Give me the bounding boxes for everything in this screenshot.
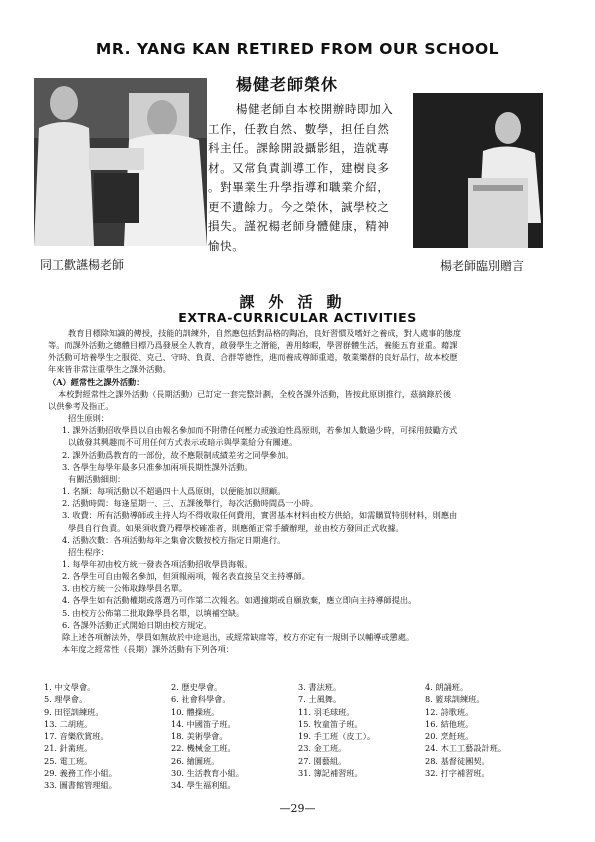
- body-line: （A）經常性之課外活動：: [48, 376, 145, 387]
- club-row: [44, 756, 574, 768]
- club-item: 25. 電工班。: [44, 755, 93, 766]
- body-line: 招生程序：: [68, 546, 109, 557]
- club-list: [44, 682, 574, 793]
- club-item: 31. 簿記補習班。: [298, 768, 363, 779]
- photo-caption-left: 同工歡讌楊老師: [40, 258, 125, 272]
- club-item: 14. 中國笛子班。: [171, 718, 236, 729]
- club-item: 10. 體操班。: [171, 706, 220, 717]
- club-row: [44, 768, 574, 780]
- body-line: 有關活動細則：: [68, 473, 126, 484]
- body-line: 1. 每學年初由校方統一發表各項活動招收學員海報。: [62, 558, 253, 569]
- body-line: 除上述各項辦法外，學員如無故於中途退出，或經常缺席等，校方亦定有一規則予以輔導或懲處。: [62, 631, 415, 642]
- club-row: [44, 743, 574, 755]
- body-line: 2. 活動時間：每逢星期一、三、五課後舉行，每次活動時間爲一小時。: [62, 498, 319, 509]
- body-line: 4. 各學生如有活動權期或落選乃可作第二次報名。如遇撞期或自願放棄，應立即向主持導師提出。: [62, 595, 417, 606]
- body-line: 6. 各課外活動正式開始日期由校方規定。: [62, 619, 212, 630]
- club-item: 21. 針黹班。: [44, 743, 93, 754]
- body-line: 等。而課外活動之總體目標乃爲發展全人教育，啟發學生之潛能，善用餘暇，學習群體生活，養能五育並重。藉課: [48, 340, 458, 351]
- club-item: 26. 繪圖班。: [171, 755, 220, 766]
- club-item: 15. 牧童笛子班。: [298, 718, 363, 729]
- retirement-dinner-photo: [34, 78, 207, 246]
- club-item: 16. 結他班。: [425, 718, 474, 729]
- retirement-line: [208, 100, 403, 120]
- club-item: 22. 機械金工班。: [171, 743, 236, 754]
- club-item: 18. 美術學會。: [171, 731, 228, 742]
- club-item: 4. 朗誦班。: [425, 682, 469, 692]
- retirement-paragraph: [208, 100, 403, 256]
- photo-caption-right: 楊老師臨別贈言: [440, 259, 525, 273]
- retirement-line: 材。又常負責訓導工作，建樹良多: [208, 160, 390, 175]
- body-line: 2. 各學生可自由報名參加，但須報兩項，報名表直接呈交主持導師。: [62, 571, 310, 582]
- body-line: 本年度之經常性（長期）課外活動有下列各項：: [62, 644, 234, 655]
- club-item: 23. 金工班。: [298, 743, 347, 754]
- club-item: 32. 打字補習班。: [425, 768, 490, 779]
- club-item: 34. 學生福利組。: [171, 780, 236, 791]
- body-line: 教育目標除知識的傳授，技能的訓練外，自然應包括對品格的陶冶，良好習慣及嗜好之養成，對人處事的態度: [68, 328, 462, 338]
- club-item: 1. 中文學會。: [44, 682, 96, 692]
- club-item: 3. 書法班。: [298, 682, 342, 692]
- club-item: 17. 音樂欣賞班。: [44, 731, 109, 742]
- club-item: 24. 木工工藝設計班。: [425, 743, 507, 754]
- body-line: 5. 由校方公佈第二批取錄學員名單，以填補空缺。: [62, 607, 245, 618]
- farewell-speech-photo: [413, 93, 543, 248]
- club-item: 27. 園藝組。: [298, 755, 347, 766]
- club-row: [44, 719, 574, 731]
- retirement-line: 損失。謹祝楊老師身體健康，精神: [208, 219, 390, 233]
- body-line: 以供參考及指正。: [48, 400, 114, 411]
- body-line: 3. 各學生每學年最多只准參加兩項長期性課外活動。: [62, 461, 253, 472]
- club-row: [44, 694, 574, 706]
- club-item: 11. 羽毛球班。: [298, 706, 355, 717]
- body-line: 1. 課外活動招收學員以自由報名參加而不附帶任何壓力或強迫性爲原則，若參加人數過少時，可採用鼓勵方式: [62, 425, 458, 436]
- club-item: 20. 烹飪班。: [425, 731, 474, 742]
- body-line: 年來皆非常注重學生之課外活動。: [48, 364, 171, 375]
- page-heading: MR. YANG KAN RETIRED FROM OUR SCHOOL: [95, 40, 500, 58]
- club-item: 9. 田徑訓練班。: [44, 706, 104, 717]
- retirement-line: 愉快。: [208, 238, 245, 253]
- club-item: 6. 社會科學會。: [171, 694, 231, 705]
- body-line: 學員自行負責。如果須收費乃釋學校確准者，則應循正常手續辦理，並由校方發回正式收據。: [68, 522, 404, 533]
- body-line: 4. 活動次數：各項活動每年之集會次數按校方指定日期進行。: [62, 534, 286, 545]
- retirement-line: 。對畢業生升學指導和職業介紹，: [208, 180, 390, 194]
- club-item: 13. 二胡班。: [44, 718, 93, 729]
- club-row: [44, 682, 574, 694]
- club-item: 12. 詩歌班。: [425, 706, 474, 717]
- club-item: 19. 手工班（皮工）。: [298, 731, 376, 742]
- retirement-title: 楊健老師榮休: [236, 75, 339, 94]
- club-item: 30. 生活教育小組。: [171, 768, 244, 779]
- retirement-line: 工作，任教自然、數學，担任自然: [208, 121, 390, 136]
- body-line: 3. 由校方統一公佈取錄學員名單。: [62, 583, 188, 594]
- body-line: 3. 收費：所有活動導師或主持人均不得收取任何費用，實習基本材料由校方供給，如需購買特別材料，則應由: [62, 510, 458, 521]
- body-line: 外活動可培養學生之服從、克己、守時、負責、合群等德性，進而養成尊師重道，敬業樂群的良好品行，故本校歷: [48, 352, 458, 363]
- page-number: —29—: [279, 802, 316, 815]
- section-title-english: EXTRA-CURRICULAR ACTIVITIES: [178, 310, 417, 325]
- club-item: 29. 義務工作小組。: [44, 768, 117, 779]
- body-line: 本校對經常性之課外活動（長期活動）已訂定一套完整計劃，全校各課外活動，皆按此原則推行，茲摘錄於後: [58, 388, 452, 399]
- retirement-line: 科主任。課餘開設攝影組，造就專: [208, 141, 390, 155]
- club-item: 33. 圖書館管理組。: [44, 780, 117, 791]
- club-item: 28. 基督徒團契。: [425, 755, 490, 766]
- body-line: 招生原則：: [68, 413, 109, 424]
- body-line: 1. 名額：每項活動以不超過四十人爲原則，以便能加以照顧。: [62, 486, 286, 497]
- club-row: [44, 707, 574, 719]
- club-item: 7. 土風舞。: [298, 694, 342, 705]
- activities-body-text: [48, 327, 558, 655]
- club-item: 5. 理學會。: [44, 694, 88, 705]
- club-row: [44, 731, 574, 743]
- body-line: 2. 課外活動爲教育的一部份，故不應限制成績差劣之同學參加。: [62, 449, 294, 460]
- retirement-line: 更不遺餘力。今之榮休，誠學校之: [208, 199, 390, 214]
- body-line: 以啟發其興趣而不可用任何方式表示或暗示與學業給分有關連。: [68, 437, 298, 448]
- club-row: [44, 780, 574, 792]
- club-item: 2. 歷史學會。: [171, 682, 223, 692]
- section-title-chinese: 課外活動: [239, 293, 356, 311]
- retirement-line-text: 楊健老師自本校開辦時即加入: [236, 102, 394, 116]
- club-item: 8. 籃球訓練班。: [425, 694, 485, 705]
